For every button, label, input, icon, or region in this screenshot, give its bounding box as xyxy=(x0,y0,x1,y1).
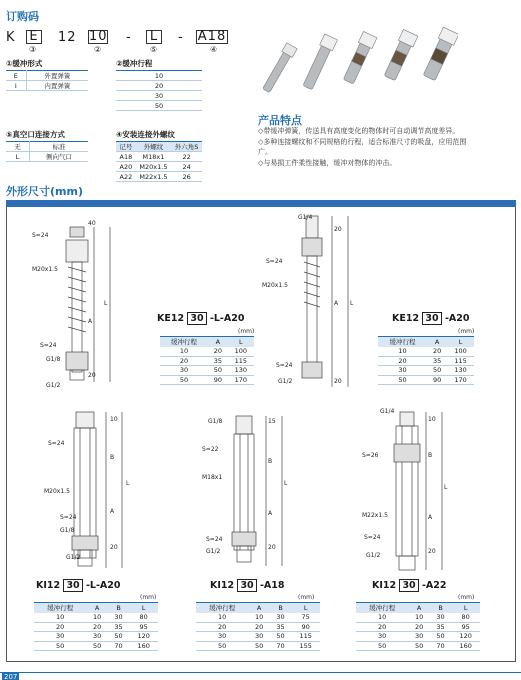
d3-label: S=24 xyxy=(48,440,65,447)
model-suffix: -A20 xyxy=(444,313,470,324)
model-suffix: -A18 xyxy=(259,580,285,591)
sec4-cell: 22 xyxy=(171,152,202,162)
th: L xyxy=(228,337,254,347)
code-num: 12 xyxy=(58,30,77,45)
td: 100 xyxy=(228,347,254,357)
page-footer-line xyxy=(0,672,521,680)
code-mark-stroke: ② xyxy=(94,45,102,54)
d4-label: A xyxy=(268,510,273,517)
code-mark-l: ⑤ xyxy=(150,45,158,54)
td: 20 xyxy=(34,622,86,632)
model-box: 30 xyxy=(422,312,441,325)
d4-label: G1/8 xyxy=(208,418,223,425)
model-ke-a20 xyxy=(392,313,469,324)
features-title: 产品特点 xyxy=(258,114,302,127)
sec1-cell: I xyxy=(6,81,26,91)
th: A xyxy=(408,603,429,613)
d4-label: M18x1 xyxy=(202,474,223,481)
model-box: 30 xyxy=(187,312,206,325)
td: 30 xyxy=(378,366,427,376)
mm-unit: (mm) xyxy=(298,594,315,601)
d5-label: 20 xyxy=(428,548,436,555)
code-a-box: A18 xyxy=(197,29,227,44)
td: 30 xyxy=(196,632,248,642)
d5-label: A xyxy=(428,514,433,521)
d4-label: G1/2 xyxy=(206,548,221,555)
td: 75 xyxy=(291,613,320,623)
sec1-cell: 外置弹簧 xyxy=(26,71,88,81)
model-suffix: -L-A20 xyxy=(209,313,245,324)
td: 50 xyxy=(86,641,107,651)
sec2-cell: 10 xyxy=(116,71,202,81)
d1-label: G1/8 xyxy=(46,356,61,363)
code-k: K xyxy=(6,30,16,45)
d2-label: A xyxy=(334,300,339,307)
td: 70 xyxy=(270,641,291,651)
th: 缓冲行程 xyxy=(34,603,86,613)
d1-label: 20 xyxy=(88,372,96,379)
product-photo xyxy=(258,20,458,100)
td: 30 xyxy=(356,632,408,642)
code-l-box: L xyxy=(146,30,162,44)
td: 90 xyxy=(208,375,228,385)
th: A xyxy=(208,337,228,347)
table-ki-l xyxy=(34,602,158,651)
th: 缓冲行程 xyxy=(378,337,427,347)
sec4-title: ④安装连接外螺纹 xyxy=(116,130,175,139)
sec5-title: ⑤真空口连接方式 xyxy=(6,130,65,139)
th: L xyxy=(451,603,480,613)
d3-label: 10 xyxy=(110,416,118,423)
td: 35 xyxy=(270,622,291,632)
page-number: 207 xyxy=(4,673,18,680)
sec4-cell: 26 xyxy=(171,172,202,182)
drawing-ke xyxy=(262,212,362,402)
td: 10 xyxy=(196,613,248,623)
td: 10 xyxy=(34,613,86,623)
td: 10 xyxy=(378,347,427,357)
model-prefix: KI12 xyxy=(36,580,61,591)
td: 50 xyxy=(356,641,408,651)
td: 30 xyxy=(160,366,208,376)
d1-label: A xyxy=(88,318,93,325)
d3-label: M20x1.5 xyxy=(44,488,70,495)
d1-label: G1/2 xyxy=(46,382,61,389)
td: 50 xyxy=(248,641,269,651)
sec5-table xyxy=(6,141,88,162)
td: 80 xyxy=(129,613,158,623)
td: 115 xyxy=(291,632,320,642)
d3-label: L xyxy=(126,480,130,487)
td: 170 xyxy=(228,375,254,385)
model-prefix: KE12 xyxy=(157,313,185,324)
td: 160 xyxy=(129,641,158,651)
td: 10 xyxy=(86,613,107,623)
sec4-cell: M22x1.5 xyxy=(136,172,171,182)
td: 20 xyxy=(208,347,228,357)
td: 30 xyxy=(108,613,129,623)
code-e-box: E xyxy=(26,30,42,44)
td: 115 xyxy=(228,356,254,366)
td: 50 xyxy=(378,375,427,385)
model-suffix: -A22 xyxy=(421,580,447,591)
th: B xyxy=(108,603,129,613)
model-ki-a18 xyxy=(210,580,285,591)
th: B xyxy=(270,603,291,613)
d5-label: S=26 xyxy=(362,452,379,459)
mm-unit: (mm) xyxy=(458,328,475,335)
sec1-cell: 内置弹簧 xyxy=(26,81,88,91)
model-box: 30 xyxy=(399,579,418,592)
td: 90 xyxy=(427,375,447,385)
d5-label: 10 xyxy=(428,416,436,423)
d2-label: 20 xyxy=(334,226,342,233)
d4-label: L xyxy=(284,480,288,487)
table-ki-a18 xyxy=(196,602,320,651)
td: 20 xyxy=(356,622,408,632)
td: 10 xyxy=(408,613,429,623)
td: 100 xyxy=(447,347,474,357)
d5-label: M22x1.5 xyxy=(362,512,388,519)
code-mark-a: ④ xyxy=(210,45,218,54)
table-ke xyxy=(378,336,474,385)
td: 95 xyxy=(129,622,158,632)
mm-unit: (mm) xyxy=(458,594,475,601)
td: 160 xyxy=(451,641,480,651)
code-dash-1: - xyxy=(126,30,132,45)
d3-label: B xyxy=(110,454,115,461)
td: 115 xyxy=(447,356,474,366)
th: 缓冲行程 xyxy=(160,337,208,347)
model-ki-a22 xyxy=(372,580,447,591)
d4-label: B xyxy=(268,458,273,465)
d5-label: G1/2 xyxy=(366,552,381,559)
d1-label: M20x1.5 xyxy=(32,266,58,273)
code-mark-e: ③ xyxy=(29,45,37,54)
td: 30 xyxy=(270,613,291,623)
td: 50 xyxy=(270,632,291,642)
model-ki-l-a20 xyxy=(36,580,121,591)
sec4-header: 外六角S xyxy=(171,142,202,152)
sec4-cell: A20 xyxy=(116,162,136,172)
sec5-cell: 侧向气口 xyxy=(29,152,88,162)
td: 30 xyxy=(408,632,429,642)
d5-label: G1/4 xyxy=(380,408,395,415)
td: 30 xyxy=(86,632,107,642)
d3-label: 20 xyxy=(110,544,118,551)
td: 120 xyxy=(129,632,158,642)
td: 50 xyxy=(427,366,447,376)
th: L xyxy=(129,603,158,613)
sec5-cell: L xyxy=(6,152,29,162)
d5-label: L xyxy=(444,484,448,491)
sec2-cell: 50 xyxy=(116,101,202,111)
model-suffix: -L-A20 xyxy=(85,580,121,591)
model-box: 30 xyxy=(237,579,256,592)
d3-label: S=24 xyxy=(60,514,77,521)
td: 35 xyxy=(108,622,129,632)
td: 80 xyxy=(451,613,480,623)
sec1-table xyxy=(6,70,88,91)
sec2-table xyxy=(116,70,202,111)
sec1-cell: E xyxy=(6,71,26,81)
th: L xyxy=(291,603,320,613)
sec4-cell: 24 xyxy=(171,162,202,172)
td: 50 xyxy=(196,641,248,651)
d4-label: 20 xyxy=(268,544,276,551)
th: B xyxy=(430,603,451,613)
model-prefix: KI12 xyxy=(372,580,397,591)
sec5-cell: 标准 xyxy=(29,142,88,152)
td: 50 xyxy=(408,641,429,651)
td: 70 xyxy=(108,641,129,651)
td: 50 xyxy=(430,632,451,642)
td: 95 xyxy=(451,622,480,632)
d2-label: G1/2 xyxy=(278,378,293,385)
td: 30 xyxy=(34,632,86,642)
d1-label: 40 xyxy=(88,220,96,227)
td: 20 xyxy=(160,356,208,366)
td: 50 xyxy=(108,632,129,642)
td: 35 xyxy=(430,622,451,632)
td: 90 xyxy=(291,622,320,632)
td: 20 xyxy=(248,622,269,632)
model-prefix: KE12 xyxy=(392,313,420,324)
table-ke-l xyxy=(160,336,254,385)
td: 130 xyxy=(228,366,254,376)
sec4-cell: M20x1.5 xyxy=(136,162,171,172)
td: 10 xyxy=(356,613,408,623)
td: 130 xyxy=(447,366,474,376)
td: 120 xyxy=(451,632,480,642)
td: 10 xyxy=(160,347,208,357)
d4-label: 15 xyxy=(268,418,276,425)
d3-label: G1/2 xyxy=(66,554,81,561)
d5-label: S=24 xyxy=(364,534,381,541)
d4-label: S=24 xyxy=(206,536,223,543)
d3-label: A xyxy=(110,508,115,515)
d2-label: 20 xyxy=(334,378,342,385)
td: 50 xyxy=(208,366,228,376)
td: 20 xyxy=(86,622,107,632)
td: 10 xyxy=(248,613,269,623)
td: 35 xyxy=(427,356,447,366)
feature-item: ◇多种连接螺纹和不同规格的行程，适合标准尺寸的吸盘，应用范围广。 xyxy=(258,137,467,156)
feature-item: ◇带缓冲弹簧，传送具有高度变化的物体时可自动调节高度差异。 xyxy=(258,127,460,135)
td: 50 xyxy=(34,641,86,651)
feature-item: ◇与易损工件柔性接触，缓冲对物体的冲击。 xyxy=(258,158,397,167)
sec4-header: 外螺纹 xyxy=(136,142,171,152)
mm-unit: (mm) xyxy=(140,594,157,601)
d2-label: M20x1.5 xyxy=(262,282,288,289)
td: 35 xyxy=(208,356,228,366)
td: 20 xyxy=(378,356,427,366)
table-ki-a22 xyxy=(356,602,480,651)
td: 170 xyxy=(447,375,474,385)
sec4-cell: M18x1 xyxy=(136,152,171,162)
sec2-cell: 20 xyxy=(116,81,202,91)
code-stroke-box: 10 xyxy=(89,29,108,44)
d2-label: S=24 xyxy=(276,362,293,369)
th: 缓冲行程 xyxy=(356,603,408,613)
drawing-frame-header xyxy=(6,200,516,207)
sec1-title: ①缓冲形式 xyxy=(6,59,43,68)
d2-label: L xyxy=(350,300,354,307)
td: 50 xyxy=(160,375,208,385)
td: 155 xyxy=(291,641,320,651)
mm-unit: (mm) xyxy=(238,328,255,335)
d2-label: S=24 xyxy=(266,258,283,265)
td: 20 xyxy=(408,622,429,632)
model-box: 30 xyxy=(63,579,82,592)
d5-label: B xyxy=(428,452,433,459)
sec4-cell: A18 xyxy=(116,152,136,162)
sec4-table xyxy=(116,141,202,182)
td: 70 xyxy=(430,641,451,651)
sec4-cell: A22 xyxy=(116,172,136,182)
d2-label: G1/4 xyxy=(298,214,313,221)
th: L xyxy=(447,337,474,347)
td: 20 xyxy=(427,347,447,357)
drawing-ke-l xyxy=(10,212,150,402)
dimension-title: 外形尺寸(mm) xyxy=(6,185,83,198)
sec4-header: 记号 xyxy=(116,142,136,152)
model-ke-l-a20 xyxy=(157,313,244,324)
th: A xyxy=(86,603,107,613)
model-prefix: KI12 xyxy=(210,580,235,591)
order-code-title: 订购码 xyxy=(6,10,39,23)
d1-label: S=24 xyxy=(40,342,57,349)
th: A xyxy=(427,337,447,347)
td: 30 xyxy=(430,613,451,623)
sec5-cell: 无 xyxy=(6,142,29,152)
th: A xyxy=(248,603,269,613)
td: 20 xyxy=(196,622,248,632)
code-dash-2: - xyxy=(178,30,184,45)
td: 30 xyxy=(248,632,269,642)
features-list xyxy=(258,126,468,168)
th: 缓冲行程 xyxy=(196,603,248,613)
sec2-cell: 30 xyxy=(116,91,202,101)
d1-label: S=24 xyxy=(32,232,49,239)
sec2-title: ②缓冲行程 xyxy=(116,59,153,68)
d4-label: S=22 xyxy=(202,446,219,453)
d1-label: L xyxy=(104,300,108,307)
d3-label: G1/8 xyxy=(60,527,75,534)
